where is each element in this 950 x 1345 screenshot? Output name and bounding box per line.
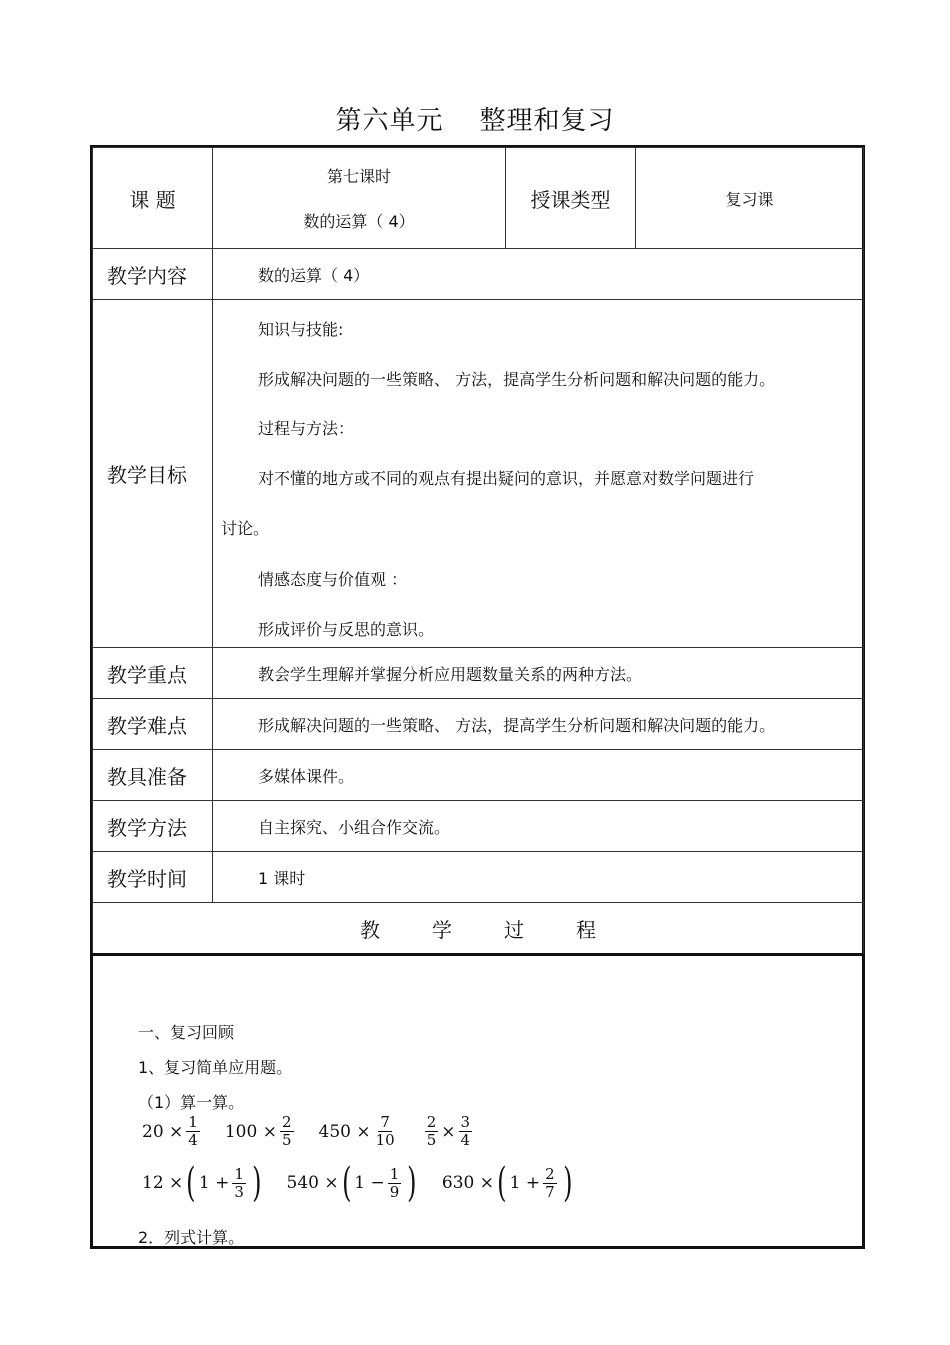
time-value: 1 课时 (213, 852, 864, 903)
goal-line: 过程与方法： (258, 419, 355, 438)
numerator: 7 (380, 1113, 390, 1131)
denominator: 10 (375, 1131, 395, 1149)
content-row (93, 249, 864, 300)
type-label: 授课类型 (506, 148, 636, 249)
process-char: 学 (432, 917, 452, 942)
denominator: 5 (426, 1131, 437, 1149)
left-paren: ( (186, 1160, 196, 1206)
process-header-row (93, 903, 864, 954)
process-char: 程 (576, 917, 596, 942)
math-expression (142, 1114, 203, 1149)
operator: + (215, 1173, 230, 1193)
math-row-2 (142, 1160, 597, 1206)
fraction (459, 1114, 473, 1149)
topic-line1: 第七课时 (326, 167, 391, 186)
operand: 1 (198, 1173, 210, 1193)
denominator: 3 (234, 1182, 244, 1201)
topic-line2: 数的运算（ 4） (303, 212, 415, 231)
operand: 100 (224, 1121, 258, 1142)
denominator: 5 (281, 1131, 292, 1149)
times-sign: × (441, 1121, 456, 1142)
math-expression (286, 1160, 420, 1206)
key-row (93, 648, 864, 699)
method-label: 教学方法 (93, 801, 213, 852)
difficulty-row (93, 699, 864, 750)
times-sign: × (356, 1121, 371, 1142)
item-heading: 1、复习简单应用题。 (138, 1058, 293, 1077)
lesson-plan-table (92, 147, 864, 954)
fraction (543, 1166, 557, 1201)
numerator: 1 (234, 1164, 244, 1183)
numerator: 2 (426, 1113, 437, 1131)
math-expression (142, 1160, 265, 1206)
goal-line: 形成评价与反思的意识。 (258, 620, 435, 639)
operand: 450 (318, 1121, 351, 1142)
right-paren: ) (407, 1160, 417, 1206)
math-row-1 (142, 1114, 497, 1149)
sub-heading: （1）算一算。 (138, 1093, 245, 1112)
process-separator (92, 953, 863, 956)
operand: 20 (142, 1121, 164, 1142)
fraction (280, 1114, 294, 1149)
document-title (0, 100, 950, 137)
goal-line: 情感态度与价值观 ： (258, 570, 408, 589)
section-heading: 一、复习回顾 (138, 1023, 235, 1042)
times-sign: × (169, 1173, 184, 1193)
denominator: 7 (545, 1182, 555, 1201)
denominator: 4 (188, 1131, 198, 1149)
goal-line: 形成解决问题的一些策略、 方法，提高学生分析问题和解决问题的能力。 (258, 370, 776, 389)
goal-line: 对不懂的地方或不同的观点有提出疑问的意识，并愿意对数学问题进行 (258, 469, 755, 488)
goal-line: 讨论。 (221, 519, 270, 538)
time-label: 教学时间 (93, 852, 213, 903)
goal-cell (213, 300, 864, 648)
goal-line: 知识与技能: (258, 320, 344, 339)
goal-row (93, 300, 864, 648)
numerator: 2 (281, 1113, 292, 1131)
goal-label: 教学目标 (93, 300, 213, 648)
numerator: 2 (545, 1164, 555, 1183)
denominator: 4 (460, 1131, 471, 1149)
operand: 1 (509, 1173, 521, 1193)
key-label: 教学重点 (93, 648, 213, 699)
fraction (388, 1166, 402, 1201)
method-value: 自主探究、小组合作交流。 (213, 801, 864, 852)
right-paren: ) (562, 1160, 573, 1206)
tools-row (93, 750, 864, 801)
topic-value (213, 148, 506, 249)
numerator: 1 (389, 1164, 400, 1183)
process-char: 教 (360, 917, 380, 942)
times-sign: × (479, 1173, 495, 1193)
right-paren: ) (252, 1160, 262, 1206)
operand: 12 (142, 1173, 164, 1193)
difficulty-label: 教学难点 (93, 699, 213, 750)
type-value: 复习课 (636, 148, 864, 249)
process-char: 过 (504, 917, 524, 942)
topic-row (93, 148, 864, 249)
difficulty-value: 形成解决问题的一些策略、 方法，提高学生分析问题和解决问题的能力。 (213, 699, 864, 750)
item-heading: 2．列式计算。 (138, 1228, 245, 1247)
topic-label: 课 题 (93, 148, 213, 249)
tools-label: 教具准备 (93, 750, 213, 801)
numerator: 3 (460, 1113, 471, 1131)
math-expression (319, 1114, 400, 1149)
content-label: 教学内容 (93, 249, 213, 300)
math-expression (225, 1114, 297, 1149)
math-expression (422, 1114, 475, 1149)
operator: + (525, 1173, 541, 1193)
operand: 540 (286, 1173, 319, 1193)
fraction (374, 1114, 397, 1149)
method-row (93, 801, 864, 852)
content-value: 数的运算（ 4） (213, 249, 864, 300)
math-expression (441, 1160, 575, 1206)
operand: 630 (441, 1173, 475, 1193)
operand: 1 (354, 1173, 366, 1193)
left-paren: ( (341, 1160, 352, 1206)
unit-title: 第六单元 (335, 106, 444, 136)
unit-subtitle: 整理和复习 (479, 106, 615, 136)
process-header (93, 903, 864, 954)
operator: − (370, 1173, 385, 1193)
left-paren: ( (497, 1160, 507, 1206)
fraction (186, 1114, 200, 1149)
fraction (425, 1114, 439, 1149)
time-row (93, 852, 864, 903)
tools-value: 多媒体课件。 (213, 750, 864, 801)
times-sign: × (262, 1121, 277, 1142)
key-value: 教会学生理解并掌握分析应用题数量关系的两种方法。 (213, 648, 864, 699)
numerator: 1 (188, 1113, 198, 1131)
times-sign: × (324, 1173, 339, 1193)
times-sign: × (169, 1121, 184, 1142)
denominator: 9 (389, 1182, 400, 1201)
fraction (232, 1166, 246, 1201)
